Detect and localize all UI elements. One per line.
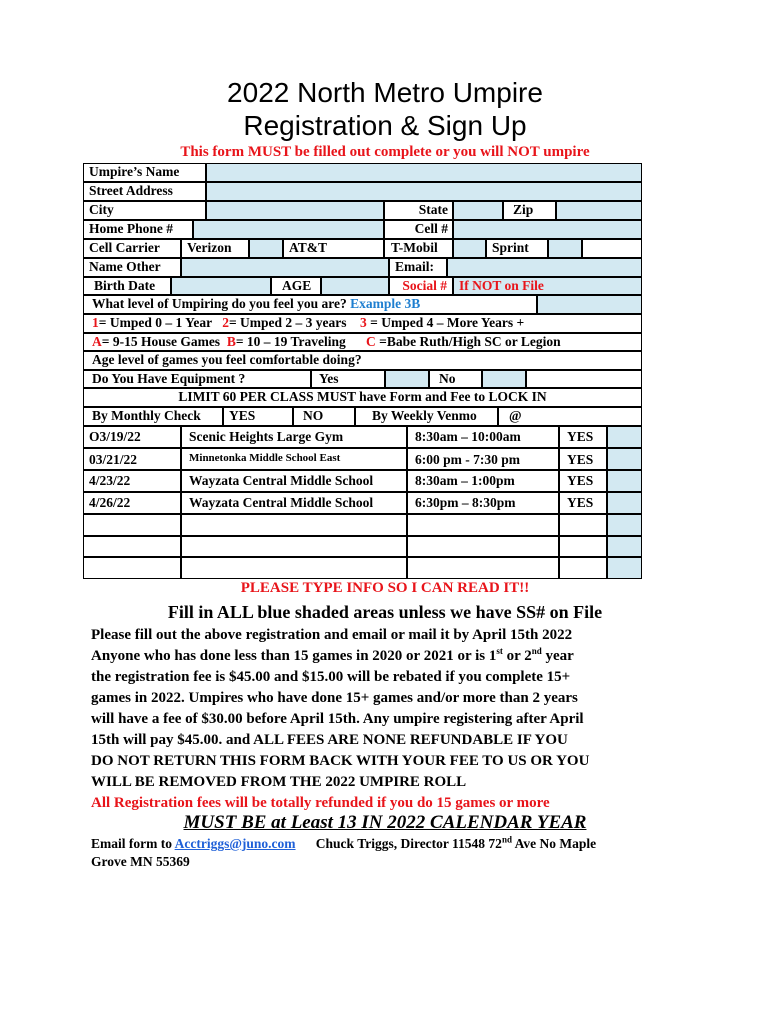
- class-signup-empty[interactable]: [607, 536, 642, 557]
- monthly-no-label: NO: [293, 407, 355, 426]
- instruction-line: Please fill out the above registration and email or mail it by April 15th 2022: [91, 627, 573, 643]
- class-location-3: Wayzata Central Middle School: [181, 470, 407, 492]
- social-field[interactable]: If NOT on File: [453, 277, 642, 295]
- age-field[interactable]: [321, 277, 389, 295]
- equipment-spacer: [526, 370, 642, 388]
- instruction-line: games in 2022. Umpires who have done 15+ games and/or more than 2 years: [91, 690, 578, 706]
- state-label: State: [384, 201, 453, 220]
- refund-note: All Registration fees will be totally refunded if you do 15 games or more: [91, 795, 550, 811]
- class-date-4: 4/26/22: [83, 492, 181, 514]
- class-time-2: 6:00 pm - 7:30 pm: [407, 448, 559, 470]
- street-address-field[interactable]: [206, 182, 642, 201]
- level-legend-numbers: 1= Umped 0 – 1 Year 2= Umped 2 – 3 years 3 = Umped 4 – More Years +: [83, 314, 642, 333]
- age-label: AGE: [271, 277, 321, 295]
- tmobil-label: T-Mobil: [384, 239, 453, 258]
- city-field[interactable]: [206, 201, 384, 220]
- age-requirement: MUST BE at Least 13 IN 2022 CALENDAR YEAR: [183, 812, 587, 833]
- instructions-paragraph: [91, 625, 691, 814]
- name-other-field[interactable]: [181, 258, 389, 277]
- class-avail-2: YES: [559, 448, 607, 470]
- fill-in-notice: Fill in ALL blue shaded areas unless we have SS# on File: [167, 602, 603, 622]
- limit-notice: LIMIT 60 PER CLASS MUST have Form and Fee to LOCK IN: [83, 388, 642, 407]
- class-avail-empty: [559, 557, 607, 579]
- class-time-empty: [407, 514, 559, 536]
- email-label: Email:: [389, 258, 447, 277]
- class-signup-empty[interactable]: [607, 514, 642, 536]
- cell-carrier-label: Cell Carrier: [83, 239, 181, 258]
- age-level-question: Age level of games you feel comfortable doing?: [83, 351, 642, 370]
- venmo-at: @: [498, 407, 642, 426]
- level-legend-letters: A= 9-15 House Games B= 10 – 19 Traveling C =Babe Ruth/High SC or Legion: [83, 333, 642, 351]
- state-field[interactable]: [453, 201, 503, 220]
- att-label: AT&T: [283, 239, 384, 258]
- instruction-line: 15th will pay $45.00. and ALL FEES ARE NONE REFUNDABLE IF YOU: [91, 732, 568, 748]
- class-avail-empty: [559, 514, 607, 536]
- monthly-yes-label: YES: [223, 407, 293, 426]
- level-question: What level of Umpiring do you feel you are? Example 3B: [83, 295, 537, 314]
- class-signup-2[interactable]: [607, 448, 642, 470]
- home-phone-label: Home Phone #: [83, 220, 193, 239]
- class-avail-3: YES: [559, 470, 607, 492]
- class-signup-4[interactable]: [607, 492, 642, 514]
- class-signup-1[interactable]: [607, 426, 642, 448]
- class-avail-1: YES: [559, 426, 607, 448]
- city-label: City: [83, 201, 206, 220]
- class-time-3: 8:30am – 1:00pm: [407, 470, 559, 492]
- class-time-empty: [407, 536, 559, 557]
- class-date-2: 03/21/22: [83, 448, 181, 470]
- email-link[interactable]: Acctriggs@juno.com: [174, 836, 296, 851]
- home-phone-field[interactable]: [193, 220, 384, 239]
- verizon-checkbox[interactable]: [249, 239, 283, 258]
- carrier-spacer: [582, 239, 642, 258]
- equipment-question: Do You Have Equipment ?: [83, 370, 311, 388]
- class-avail-4: YES: [559, 492, 607, 514]
- please-type-notice: PLEASE TYPE INFO SO I CAN READ IT!!: [240, 580, 530, 596]
- equipment-no-label: No: [429, 370, 482, 388]
- title-line-2: Registration & Sign Up: [243, 110, 527, 141]
- class-signup-empty[interactable]: [607, 557, 642, 579]
- class-location-empty: [181, 536, 407, 557]
- birth-date-field[interactable]: [171, 277, 271, 295]
- weekly-venmo-label: By Weekly Venmo: [355, 407, 498, 426]
- instruction-line: DO NOT RETURN THIS FORM BACK WITH YOUR FEE TO US OR YOU: [91, 753, 590, 769]
- monthly-check-label: By Monthly Check: [83, 407, 223, 426]
- class-date-1: O3/19/22: [83, 426, 181, 448]
- class-location-empty: [181, 557, 407, 579]
- instruction-line: the registration fee is $45.00 and $15.00 will be rebated if you complete 15+: [91, 669, 571, 685]
- umpire-name-label: Umpire’s Name: [83, 163, 206, 182]
- name-other-label: Name Other: [83, 258, 181, 277]
- class-location-empty: [181, 514, 407, 536]
- class-avail-empty: [559, 536, 607, 557]
- class-location-2: Minnetonka Middle School East: [181, 448, 407, 470]
- equipment-yes-label: Yes: [311, 370, 385, 388]
- equipment-yes-checkbox[interactable]: [385, 370, 429, 388]
- email-field[interactable]: [447, 258, 642, 277]
- cell-label: Cell #: [384, 220, 453, 239]
- sprint-checkbox[interactable]: [548, 239, 582, 258]
- class-location-1: Scenic Heights Large Gym: [181, 426, 407, 448]
- class-date-empty: [83, 536, 181, 557]
- umpire-name-field[interactable]: [206, 163, 642, 182]
- contact-info: Email form to Acctriggs@juno.com Chuck Triggs, Director 11548 72nd Ave No Maple Grove MN 55369: [91, 834, 597, 869]
- instruction-line: will have a fee of $30.00 before April 15th. Any umpire registering after April: [91, 711, 584, 727]
- class-time-4: 6:30pm – 8:30pm: [407, 492, 559, 514]
- tmobil-checkbox[interactable]: [453, 239, 486, 258]
- social-label: Social #: [389, 277, 453, 295]
- instruction-line: Anyone who has done less than 15 games in 2020 or 2021 or is 1st or 2nd year: [91, 646, 574, 664]
- sprint-label: Sprint: [486, 239, 548, 258]
- class-signup-3[interactable]: [607, 470, 642, 492]
- class-location-4: Wayzata Central Middle School: [181, 492, 407, 514]
- instruction-line: WILL BE REMOVED FROM THE 2022 UMPIRE ROLL: [91, 774, 467, 790]
- cell-field[interactable]: [453, 220, 642, 239]
- title-line-1: 2022 North Metro Umpire: [227, 77, 543, 108]
- level-example: Example 3B: [350, 296, 421, 311]
- class-date-empty: [83, 557, 181, 579]
- class-time-1: 8:30am – 10:00am: [407, 426, 559, 448]
- class-date-empty: [83, 514, 181, 536]
- zip-label: Zip: [503, 201, 556, 220]
- level-field[interactable]: [537, 295, 642, 314]
- birth-date-label: Birth Date: [83, 277, 171, 295]
- verizon-label: Verizon: [181, 239, 249, 258]
- class-time-empty: [407, 557, 559, 579]
- warning-text: This form MUST be filled out complete or you will NOT umpire: [180, 144, 590, 160]
- class-date-3: 4/23/22: [83, 470, 181, 492]
- street-address-label: Street Address: [83, 182, 206, 201]
- zip-field[interactable]: [556, 201, 642, 220]
- equipment-no-checkbox[interactable]: [482, 370, 526, 388]
